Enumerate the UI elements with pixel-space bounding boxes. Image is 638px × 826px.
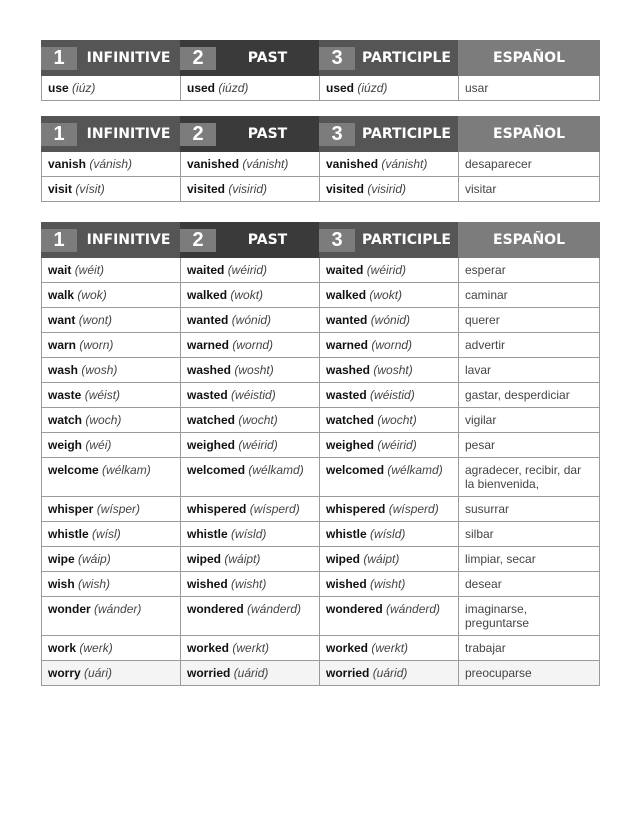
table-row xyxy=(42,457,599,496)
pronunciation: (wéirid) xyxy=(377,438,417,452)
pronunciation: (wísper) xyxy=(96,502,141,516)
table-body xyxy=(41,258,600,686)
header-label: INFINITIVE xyxy=(86,126,171,142)
pronunciation: (wéist) xyxy=(84,388,121,402)
pronunciation: (wánderd) xyxy=(386,602,441,616)
pronunciation: (wánder) xyxy=(94,602,142,616)
pronunciation: (iúz) xyxy=(72,81,96,95)
verb-cell xyxy=(180,333,319,357)
verb-word: welcomed xyxy=(187,463,246,477)
verb-cell xyxy=(42,76,180,100)
verb-cell xyxy=(42,333,180,357)
verb-word: weigh xyxy=(48,438,83,452)
verb-cell xyxy=(319,177,458,201)
pronunciation: (visirid) xyxy=(228,182,268,196)
pronunciation: (visirid) xyxy=(367,182,407,196)
spanish-translation: advertir xyxy=(458,333,599,357)
verb-word: weighed xyxy=(326,438,375,452)
pronunciation: (wisht) xyxy=(370,577,406,591)
verb-cell xyxy=(319,497,458,521)
verb-cell xyxy=(319,433,458,457)
verb-word: worried xyxy=(187,666,231,680)
verb-table-1 xyxy=(41,40,600,101)
verb-word: whistle xyxy=(48,527,89,541)
verb-word: vanished xyxy=(187,157,240,171)
verb-word: work xyxy=(48,641,77,655)
verb-cell xyxy=(42,383,180,407)
verb-word: wiped xyxy=(326,552,361,566)
pronunciation: (wélkamd) xyxy=(387,463,443,477)
verb-word: walked xyxy=(187,288,228,302)
verb-cell xyxy=(180,283,319,307)
verb-word: wasted xyxy=(187,388,228,402)
verb-word: use xyxy=(48,81,69,95)
header-label: INFINITIVE xyxy=(86,50,171,66)
table-row xyxy=(42,660,599,685)
verb-word: worried xyxy=(326,666,370,680)
header-infinitive xyxy=(41,40,180,76)
verb-word: want xyxy=(48,313,76,327)
table-body xyxy=(41,76,600,101)
header-infinitive xyxy=(41,222,180,258)
spanish-translation: querer xyxy=(458,308,599,332)
verb-cell xyxy=(42,597,180,635)
pronunciation: (wéistid) xyxy=(231,388,276,402)
header-number: 3 xyxy=(319,229,355,252)
pronunciation: (iúzd) xyxy=(357,81,388,95)
pronunciation: (wáipt) xyxy=(363,552,400,566)
table-row xyxy=(42,546,599,571)
pronunciation: (wish) xyxy=(78,577,111,591)
pronunciation: (wont) xyxy=(78,313,113,327)
verb-word: wash xyxy=(48,363,79,377)
verb-word: warned xyxy=(187,338,230,352)
table-header xyxy=(41,116,600,152)
verb-cell xyxy=(42,177,180,201)
verb-word: visited xyxy=(187,182,226,196)
verb-cell xyxy=(319,383,458,407)
header-number: 3 xyxy=(319,47,355,70)
verb-word: waited xyxy=(326,263,364,277)
verb-word: wiped xyxy=(187,552,222,566)
pronunciation: (wísperd) xyxy=(388,502,439,516)
verb-word: wished xyxy=(187,577,228,591)
verb-word: wished xyxy=(326,577,367,591)
table-row xyxy=(42,282,599,307)
verb-word: wipe xyxy=(48,552,75,566)
pronunciation: (uári) xyxy=(84,666,113,680)
header-past xyxy=(180,40,319,76)
table-row xyxy=(42,176,599,201)
verb-word: worked xyxy=(326,641,369,655)
verb-cell xyxy=(319,522,458,546)
pronunciation: (wosht) xyxy=(234,363,274,377)
verb-word: wanted xyxy=(326,313,368,327)
pronunciation: (vánisht) xyxy=(381,157,428,171)
verb-cell xyxy=(180,636,319,660)
pronunciation: (worn) xyxy=(79,338,114,352)
verb-cell xyxy=(180,383,319,407)
verb-cell xyxy=(319,572,458,596)
spanish-translation: lavar xyxy=(458,358,599,382)
header-label: ESPAÑOL xyxy=(493,50,565,66)
header-number: 2 xyxy=(180,47,216,70)
verb-word: watched xyxy=(326,413,375,427)
header-number: 1 xyxy=(41,123,77,146)
verb-word: warn xyxy=(48,338,77,352)
verb-word: wait xyxy=(48,263,72,277)
verb-cell xyxy=(180,458,319,496)
verb-word: walk xyxy=(48,288,75,302)
spanish-translation: pesar xyxy=(458,433,599,457)
pronunciation: (wokt) xyxy=(230,288,264,302)
header-infinitive xyxy=(41,116,180,152)
pronunciation: (wéirid) xyxy=(366,263,407,277)
verb-word: vanish xyxy=(48,157,87,171)
table-header xyxy=(41,40,600,76)
pronunciation: (wélkam) xyxy=(102,463,151,477)
verb-word: worry xyxy=(48,666,81,680)
spanish-translation: preocuparse xyxy=(458,661,599,685)
header-label: INFINITIVE xyxy=(86,232,171,248)
verb-cell xyxy=(180,522,319,546)
table-row xyxy=(42,357,599,382)
pronunciation: (wok) xyxy=(77,288,107,302)
header-number: 2 xyxy=(180,229,216,252)
table-row xyxy=(42,635,599,660)
header-label: PAST xyxy=(247,126,288,142)
header-espanol xyxy=(458,40,600,76)
pronunciation: (werkt) xyxy=(371,641,409,655)
verb-word: visit xyxy=(48,182,73,196)
pronunciation: (wónid) xyxy=(231,313,272,327)
table-row xyxy=(42,307,599,332)
verb-word: whisper xyxy=(48,502,94,516)
header-number: 1 xyxy=(41,229,77,252)
pronunciation: (wísld) xyxy=(231,527,267,541)
verb-cell xyxy=(180,408,319,432)
header-past xyxy=(180,222,319,258)
verb-word: washed xyxy=(187,363,232,377)
pronunciation: (wokt) xyxy=(369,288,403,302)
verb-cell xyxy=(319,661,458,685)
verb-cell xyxy=(180,661,319,685)
verb-cell xyxy=(180,497,319,521)
verb-cell xyxy=(42,661,180,685)
pronunciation: (wísperd) xyxy=(249,502,300,516)
verb-cell xyxy=(42,408,180,432)
pronunciation: (werkt) xyxy=(232,641,270,655)
pronunciation: (uárid) xyxy=(372,666,408,680)
verb-cell xyxy=(42,308,180,332)
pronunciation: (wosh) xyxy=(81,363,118,377)
verb-word: whispered xyxy=(326,502,386,516)
verb-word: wanted xyxy=(187,313,229,327)
verb-word: weighed xyxy=(187,438,236,452)
pronunciation: (wornd) xyxy=(371,338,413,352)
verb-word: wondered xyxy=(187,602,244,616)
table-row xyxy=(42,152,599,176)
verb-word: visited xyxy=(326,182,365,196)
verb-word: whistle xyxy=(187,527,228,541)
verb-cell xyxy=(319,597,458,635)
header-label: PARTICIPLE xyxy=(362,126,451,142)
verb-word: welcome xyxy=(48,463,99,477)
verb-cell xyxy=(42,547,180,571)
verb-cell xyxy=(180,433,319,457)
pronunciation: (vánisht) xyxy=(242,157,289,171)
spanish-translation: agradecer, recibir, dar la bienvenida, xyxy=(458,458,599,496)
verb-word: waste xyxy=(48,388,82,402)
header-label: PARTICIPLE xyxy=(362,232,451,248)
pronunciation: (uárid) xyxy=(233,666,269,680)
header-participle xyxy=(319,116,458,152)
verb-cell xyxy=(42,258,180,282)
header-espanol xyxy=(458,116,600,152)
header-number: 3 xyxy=(319,123,355,146)
table-row xyxy=(42,382,599,407)
pronunciation: (wosht) xyxy=(373,363,413,377)
verb-cell xyxy=(319,547,458,571)
verb-cell xyxy=(319,152,458,176)
pronunciation: (wéit) xyxy=(74,263,105,277)
verb-table-2 xyxy=(41,116,600,202)
verb-cell xyxy=(42,283,180,307)
verb-cell xyxy=(180,597,319,635)
pronunciation: (wáipt) xyxy=(224,552,261,566)
verb-cell xyxy=(180,572,319,596)
table-row xyxy=(42,432,599,457)
pronunciation: (wélkamd) xyxy=(248,463,304,477)
pronunciation: (wocht) xyxy=(377,413,417,427)
header-number: 1 xyxy=(41,47,77,70)
table-row xyxy=(42,596,599,635)
header-number: 2 xyxy=(180,123,216,146)
verb-cell xyxy=(180,152,319,176)
table-row xyxy=(42,407,599,432)
spanish-translation: usar xyxy=(458,76,599,100)
header-label: ESPAÑOL xyxy=(493,126,565,142)
verb-table-3 xyxy=(41,222,600,686)
verb-word: wish xyxy=(48,577,75,591)
pronunciation: (iúzd) xyxy=(218,81,249,95)
verb-word: used xyxy=(187,81,216,95)
pronunciation: (wéirid) xyxy=(227,263,268,277)
table-row xyxy=(42,258,599,282)
verb-word: whistle xyxy=(326,527,367,541)
table-header xyxy=(41,222,600,258)
header-participle xyxy=(319,40,458,76)
pronunciation: (wónid) xyxy=(370,313,411,327)
verb-cell xyxy=(42,497,180,521)
verb-word: washed xyxy=(326,363,371,377)
pronunciation: (wísld) xyxy=(370,527,406,541)
verb-cell xyxy=(42,433,180,457)
spanish-translation: desaparecer xyxy=(458,152,599,176)
pronunciation: (wéistid) xyxy=(370,388,415,402)
verb-word: used xyxy=(326,81,355,95)
verb-cell xyxy=(42,458,180,496)
spanish-translation: esperar xyxy=(458,258,599,282)
spanish-translation: vigilar xyxy=(458,408,599,432)
spanish-translation: caminar xyxy=(458,283,599,307)
pronunciation: (woch) xyxy=(85,413,122,427)
pronunciation: (wisht) xyxy=(231,577,267,591)
verb-cell xyxy=(319,636,458,660)
pronunciation: (wéirid) xyxy=(238,438,278,452)
table-row xyxy=(42,496,599,521)
header-label: PAST xyxy=(247,232,288,248)
verb-cell xyxy=(180,308,319,332)
spanish-translation: silbar xyxy=(458,522,599,546)
header-label: PAST xyxy=(247,50,288,66)
pronunciation: (wornd) xyxy=(232,338,274,352)
table-row xyxy=(42,76,599,100)
verb-word: watch xyxy=(48,413,83,427)
pronunciation: (wéi) xyxy=(85,438,112,452)
pronunciation: (vánish) xyxy=(89,157,133,171)
verb-cell xyxy=(319,76,458,100)
verb-cell xyxy=(42,636,180,660)
verb-word: wonder xyxy=(48,602,91,616)
verb-word: warned xyxy=(326,338,369,352)
verb-word: whispered xyxy=(187,502,247,516)
verb-word: welcomed xyxy=(326,463,385,477)
verb-cell xyxy=(319,258,458,282)
verb-cell xyxy=(180,358,319,382)
verb-cell xyxy=(180,177,319,201)
verb-cell xyxy=(42,522,180,546)
verb-word: wondered xyxy=(326,602,383,616)
verb-word: worked xyxy=(187,641,230,655)
header-participle xyxy=(319,222,458,258)
verb-word: waited xyxy=(187,263,225,277)
spanish-translation: visitar xyxy=(458,177,599,201)
verb-word: walked xyxy=(326,288,367,302)
spanish-translation: gastar, desperdiciar xyxy=(458,383,599,407)
spanish-translation: limpiar, secar xyxy=(458,547,599,571)
header-espanol xyxy=(458,222,600,258)
table-row xyxy=(42,521,599,546)
verb-cell xyxy=(319,358,458,382)
table-row xyxy=(42,332,599,357)
header-label: PARTICIPLE xyxy=(362,50,451,66)
spanish-translation: trabajar xyxy=(458,636,599,660)
verb-word: vanished xyxy=(326,157,379,171)
pronunciation: (wocht) xyxy=(238,413,278,427)
table-body xyxy=(41,152,600,202)
spanish-translation: desear xyxy=(458,572,599,596)
verb-cell xyxy=(42,358,180,382)
spanish-translation: susurrar xyxy=(458,497,599,521)
pronunciation: (wáip) xyxy=(78,552,111,566)
spanish-translation: imaginarse, preguntarse xyxy=(458,597,599,635)
verb-cell xyxy=(42,152,180,176)
verb-cell xyxy=(319,283,458,307)
header-label: ESPAÑOL xyxy=(493,232,565,248)
pronunciation: (wísl) xyxy=(92,527,121,541)
verb-cell xyxy=(319,458,458,496)
pronunciation: (werk) xyxy=(79,641,113,655)
verb-cell xyxy=(180,76,319,100)
verb-word: wasted xyxy=(326,388,367,402)
table-row xyxy=(42,571,599,596)
pronunciation: (vísit) xyxy=(75,182,105,196)
verb-cell xyxy=(319,408,458,432)
verb-cell xyxy=(180,258,319,282)
verb-cell xyxy=(42,572,180,596)
verb-cell xyxy=(319,308,458,332)
pronunciation: (wánderd) xyxy=(247,602,302,616)
verb-cell xyxy=(180,547,319,571)
verb-cell xyxy=(319,333,458,357)
header-past xyxy=(180,116,319,152)
verb-word: watched xyxy=(187,413,236,427)
